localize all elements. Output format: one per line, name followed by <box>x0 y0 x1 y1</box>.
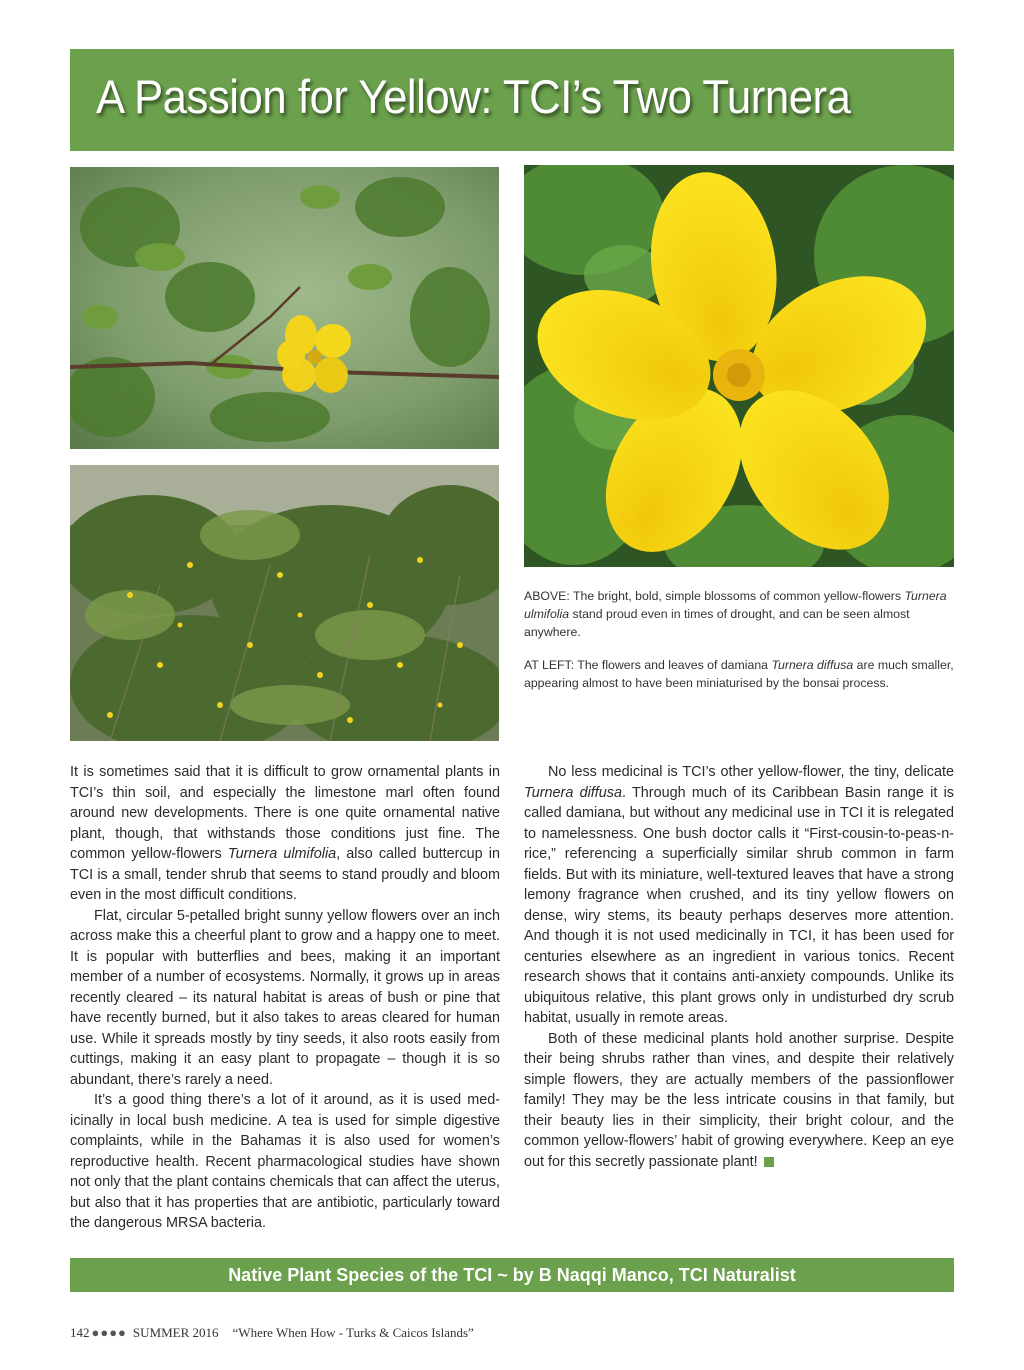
paragraph: No less medicinal is TCI’s other yellow-flower, the tiny, delicate Turnera diffusa. Through much of its Caribbean Basin range it is called damiana, but without any medicinal use in TCI it is relegated to namelessness. One bush doctor calls it “First-cousin-to-peas-n-rice,” referencing a superficially similar shrub common in farm fields. But with its miniature, well-textured leaves that have a strong lemony fragrance when crushed, and its tiny yellow flowers on dense, wiry stems, its beauty perhaps deserves more attention. And though it is not used medicinally in TCI, it has been used for centuries elsewhere as an ingredient in various tonics. Recent research shows that it contains anti-anxiety compounds. Unlike its ubiquitous relative, this plant grows only in undisturbed dry scrub habitat, usually in remote areas. <box>524 764 955 1026</box>
paragraph: It is sometimes said that it is difficult to grow ornamental plants in TCI’s thin soil, and especially the limestone marl often found around new developments. There is one quite ornamental native plant, though, that withstands those conditions just fine. The common yellow-flowers Turnera ulmifolia, also called buttercup in TCI is a small, tender shrub that seems to stand proudly and bloom even in the most difficult conditions. <box>70 764 500 903</box>
body-column-left <box>70 762 500 1234</box>
photo-turnera-diffusa-bush <box>70 465 499 741</box>
paragraph: It’s a good thing there’s a lot of it around, as it is used medicinally in local bush medicine. A tea is used for simple digestive complaints, while in the Bahamas it is also used for women’s reproductive health. Recent pharmacological studies have shown not only that the plant contains chemicals that can affect the uterus, but also that it has properties that are antibiotic, particularly toward the dangerous MRSA bacteria. <box>70 1092 500 1231</box>
caption-above: ABOVE: The bright, bold, simple blossoms of common yellow-flowers Turnera ulmifolia stand proud even in times of drought, and can be seen almost anywhere. <box>524 589 947 639</box>
footer-dots: ●●●● <box>91 1325 127 1340</box>
photo-turnera-ulmifolia-flower <box>524 165 954 567</box>
photo-captions <box>524 587 954 707</box>
caption-left: AT LEFT: The flowers and leaves of damiana Turnera diffusa are much smaller, appearing almost to have been miniaturised by the bonsai process. <box>524 658 954 690</box>
page-footer <box>70 1325 474 1341</box>
body-column-right <box>524 762 954 1172</box>
paragraph: Both of these medicinal plants hold another surprise. Despite their being shrubs rather than vines, and despite their relatively simple flowers, they are actually members of the passionflower family! They may be the less intricate cousins in that family, but their beauty lies in their simplicity, their bright colour, and the common yellow-flowers’ habit of growing everywhere. Keep an eye out for this secretly passionate plant! <box>524 1030 954 1170</box>
page-number: 142 <box>70 1325 90 1340</box>
issue-label: SUMMER 2016 <box>132 1325 219 1340</box>
series-byline-banner: Native Plant Species of the TCI ~ by B Naqqi Manco, TCI Naturalist <box>70 1258 954 1292</box>
title-banner <box>70 49 954 151</box>
magazine-name: “Where When How - Turks & Caicos Islands” <box>232 1325 474 1340</box>
photo-turnera-diffusa-branch <box>70 167 499 449</box>
end-of-article-mark <box>764 1157 774 1167</box>
article-title: A Passion for Yellow: TCI’s Two Turnera <box>96 70 851 123</box>
paragraph: Flat, circular 5-petalled bright sunny yellow flowers over an inch across make this a cheerful plant to grow and a happy one to meet. It is popular with butterflies and bees, making it an important member of a number of ecosystems. Normally, it grows up in areas recently cleared – its natural habitat is areas of bush or pine that have recently burned, but it also takes to areas cleared for human use. While it spreads mostly by tiny seeds, it also roots easily from cuttings, making it an easy plant to propagate – though it is so abundant, there’s rarely a need. <box>70 907 500 1088</box>
